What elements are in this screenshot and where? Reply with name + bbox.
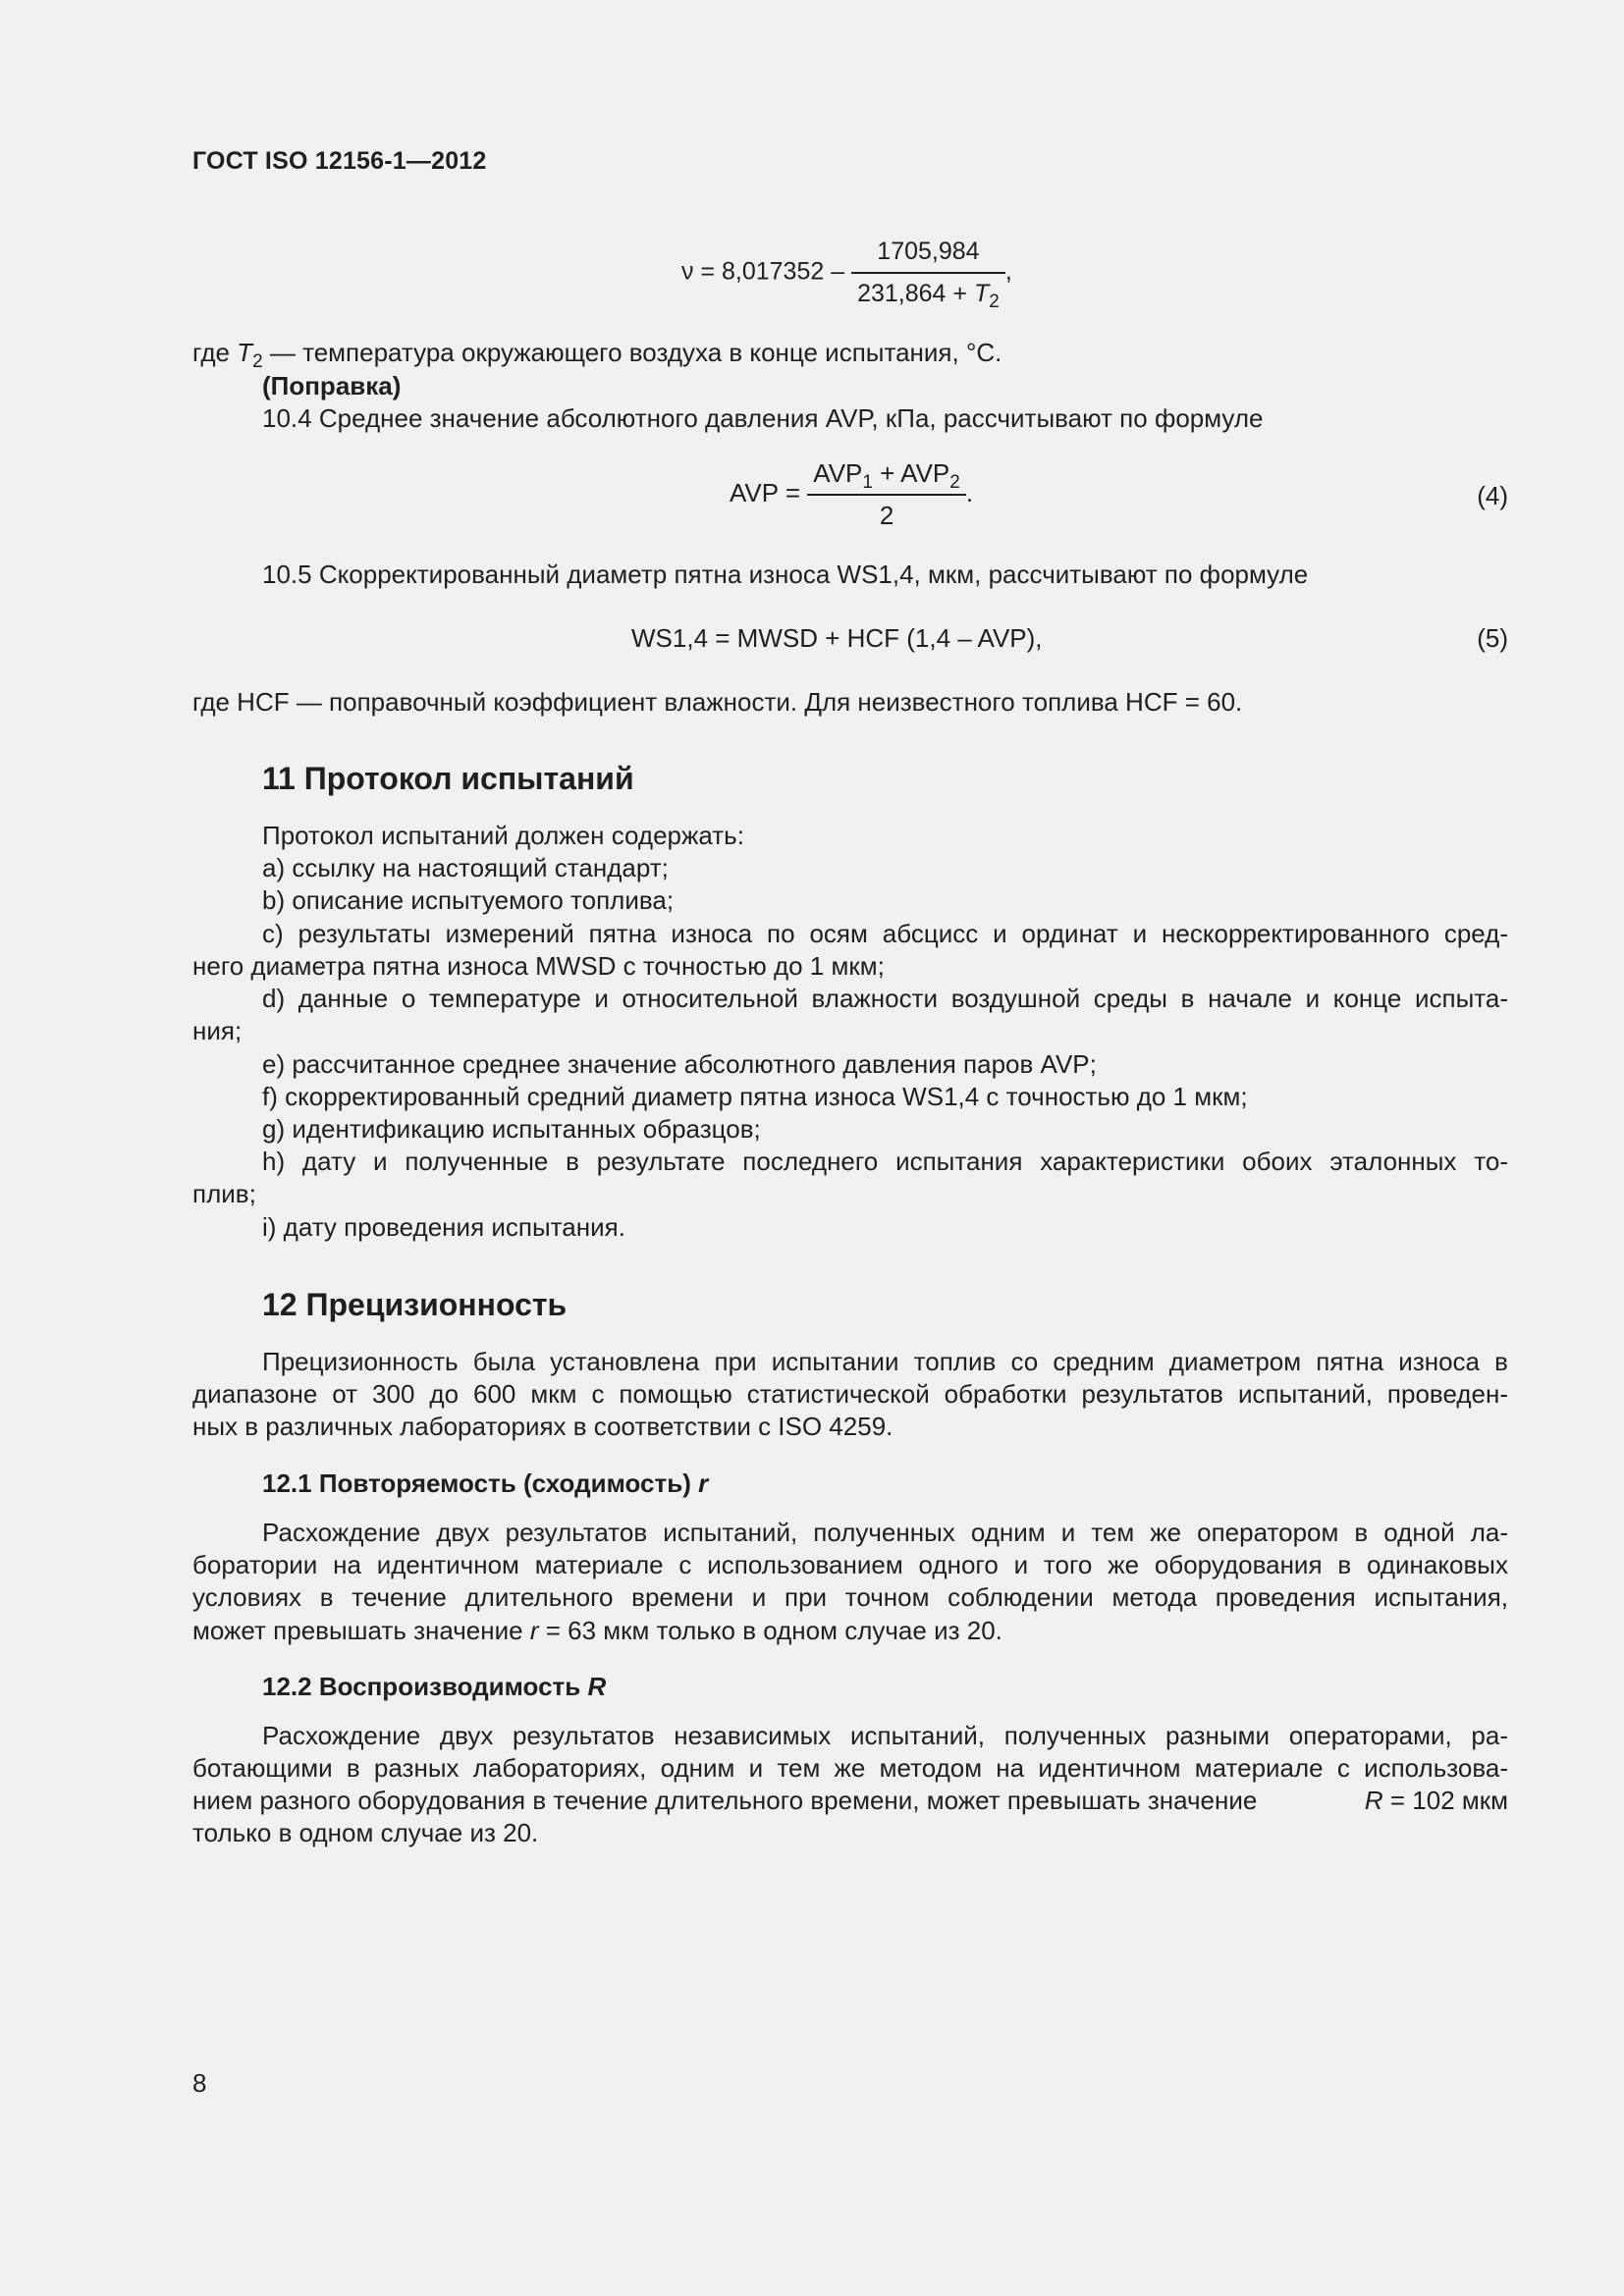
subsection-12-2-line-3 [192, 1785, 1508, 1817]
list-item-i: i) дату проведения испытания. [262, 1212, 625, 1242]
formula-4-lhs: AVP = [730, 477, 801, 507]
s122-l3-post: = 102 мкм [1382, 1786, 1508, 1815]
formula-4 [730, 457, 973, 532]
where-t2-line [192, 337, 1002, 372]
formula-4-num-b-sub: 2 [949, 472, 960, 493]
formula-v-den-var: T [973, 280, 990, 307]
formula-v-lhs: ν = 8,017352 – [681, 257, 845, 286]
s122-l3-pre: нием разного оборудования в течение длительного времени, может превышать значение [192, 1786, 1258, 1815]
correction-note: (Поправка) [262, 371, 402, 400]
list-item-d-line-2: ния; [192, 1016, 243, 1045]
document-header: ГОСТ ISO 12156-1—2012 [192, 147, 487, 175]
list-item-h-line-2: плив; [192, 1179, 256, 1208]
list-item-f: f) скорректированный средний диаметр пятна износа WS1,4 с точностью до 1 мкм; [262, 1082, 1248, 1111]
list-item-a: а) ссылку на настоящий стандарт; [262, 853, 669, 882]
formula-4-num-a: AVP [813, 458, 863, 488]
where-var: T [237, 338, 253, 367]
equation-number-4: (4) [1477, 481, 1508, 510]
paragraph-10-5: 10.5 Скорректированный диаметр пятна износа WS1,4, мкм, рассчитывают по формуле [262, 560, 1309, 589]
equation-number-5: (5) [1477, 623, 1508, 653]
list-item-c-line-1: с) результаты измерений пятна износа по осям абсцисс и ординат и нескорректированного сред- [262, 919, 1508, 948]
section-11-title: 11 Протокол испытаний [262, 761, 634, 796]
subsection-12-1-title-text: 12.1 Повторяемость (сходимость) [262, 1468, 699, 1498]
formula-4-num-plus: + AVP [872, 458, 950, 488]
page-number: 8 [192, 2068, 207, 2098]
formula-4-suffix: . [965, 477, 974, 507]
s121-l4-post: = 63 мкм только в одном случае из 20. [538, 1616, 1002, 1645]
s122-l3-var: R [1364, 1786, 1383, 1815]
list-item-h-line-1: h) дату и полученные в результате последнего испытания характеристики обоих эталонных то- [262, 1147, 1508, 1176]
formula-v-denominator [851, 274, 1005, 310]
formula-v-den-prefix: 231,864 + [857, 280, 974, 307]
s122-l3-tail [1365, 1785, 1508, 1817]
list-item-e: е) рассчитанное среднее значение абсолютного давления паров AVP; [262, 1049, 1097, 1079]
formula-v [681, 236, 1012, 310]
formula-v-fraction [851, 236, 1005, 310]
formula-v-suffix: , [1004, 257, 1012, 286]
paragraph-10-4: 10.4 Среднее значение абсолютного давления AVP, кПа, рассчитывают по формуле [262, 403, 1264, 433]
subsection-12-1-line-3: условиях в течение длительного времени и при точном соблюдении метода проведения испытания, [192, 1582, 1508, 1612]
subsection-12-1-var: r [698, 1468, 709, 1498]
where-rest: — температура окружающего воздуха в конце испытания, °С. [262, 338, 1002, 367]
section-12-p1-line-2: диапазоне от 300 до 600 мкм с помощью статистической обработки результатов испытаний, проведен- [192, 1379, 1508, 1409]
section-12-title: 12 Прецизионность [262, 1287, 568, 1322]
list-item-g: g) идентификацию испытанных образцов; [262, 1114, 761, 1144]
formula-5: WS1,4 = MWSD + HCF (1,4 – AVP), [631, 623, 1043, 653]
subsection-12-1-line-1: Расхождение двух результатов испытаний, полученных одним и тем же оператором в одной ла- [262, 1518, 1508, 1547]
subsection-12-2-title [262, 1671, 606, 1703]
formula-4-numerator [807, 457, 966, 496]
subsection-12-2-line-4: только в одном случае из 20. [192, 1818, 539, 1847]
subsection-12-1-line-4 [192, 1615, 1002, 1647]
where-sub: 2 [252, 351, 263, 372]
subsection-12-1-title [262, 1468, 708, 1500]
subsection-12-2-title-text: 12.2 Воспроизводимость [262, 1672, 588, 1701]
formula-4-denominator: 2 [879, 501, 894, 530]
formula-v-den-sub: 2 [989, 292, 1000, 312]
section-11-intro: Протокол испытаний должен содержать: [262, 821, 744, 850]
s121-l4-var: r [529, 1616, 539, 1645]
formula-v-numerator: 1705,984 [851, 236, 1005, 274]
s121-l4-pre: может превышать значение [192, 1616, 530, 1645]
where-prefix: где [192, 338, 238, 367]
formula-4-num-a-sub: 1 [862, 472, 873, 493]
section-12-p1-line-1: Прецизионность была установлена при испытании топлив со средним диаметром пятна износа в [262, 1347, 1508, 1376]
subsection-12-2-line-1: Расхождение двух результатов независимых испытаний, полученных разными операторами, ра- [262, 1721, 1508, 1750]
formula-4-fraction [807, 457, 966, 532]
list-item-c-line-2: него диаметра пятна износа MWSD с точностью до 1 мкм; [192, 951, 885, 981]
list-item-d-line-1: d) данные о температуре и относительной влажности воздушной среды в начале и конце испыта- [262, 984, 1508, 1013]
where-hcf: где HCF — поправочный коэффициент влажности. Для неизвестного топлива HCF = 60. [192, 687, 1243, 717]
subsection-12-2-line-2: ботающими в разных лабораториях, одним и тем же методом на идентичном материале с использова- [192, 1753, 1508, 1783]
subsection-12-1-line-2: боратории на идентичном материале с использованием одного и того же оборудования в одинаковых [192, 1550, 1508, 1579]
list-item-b: b) описание испытуемого топлива; [262, 885, 675, 915]
subsection-12-2-var: R [587, 1672, 607, 1701]
section-12-p1-line-3: ных в различных лабораториях в соответствии с ISO 4259. [192, 1412, 893, 1441]
